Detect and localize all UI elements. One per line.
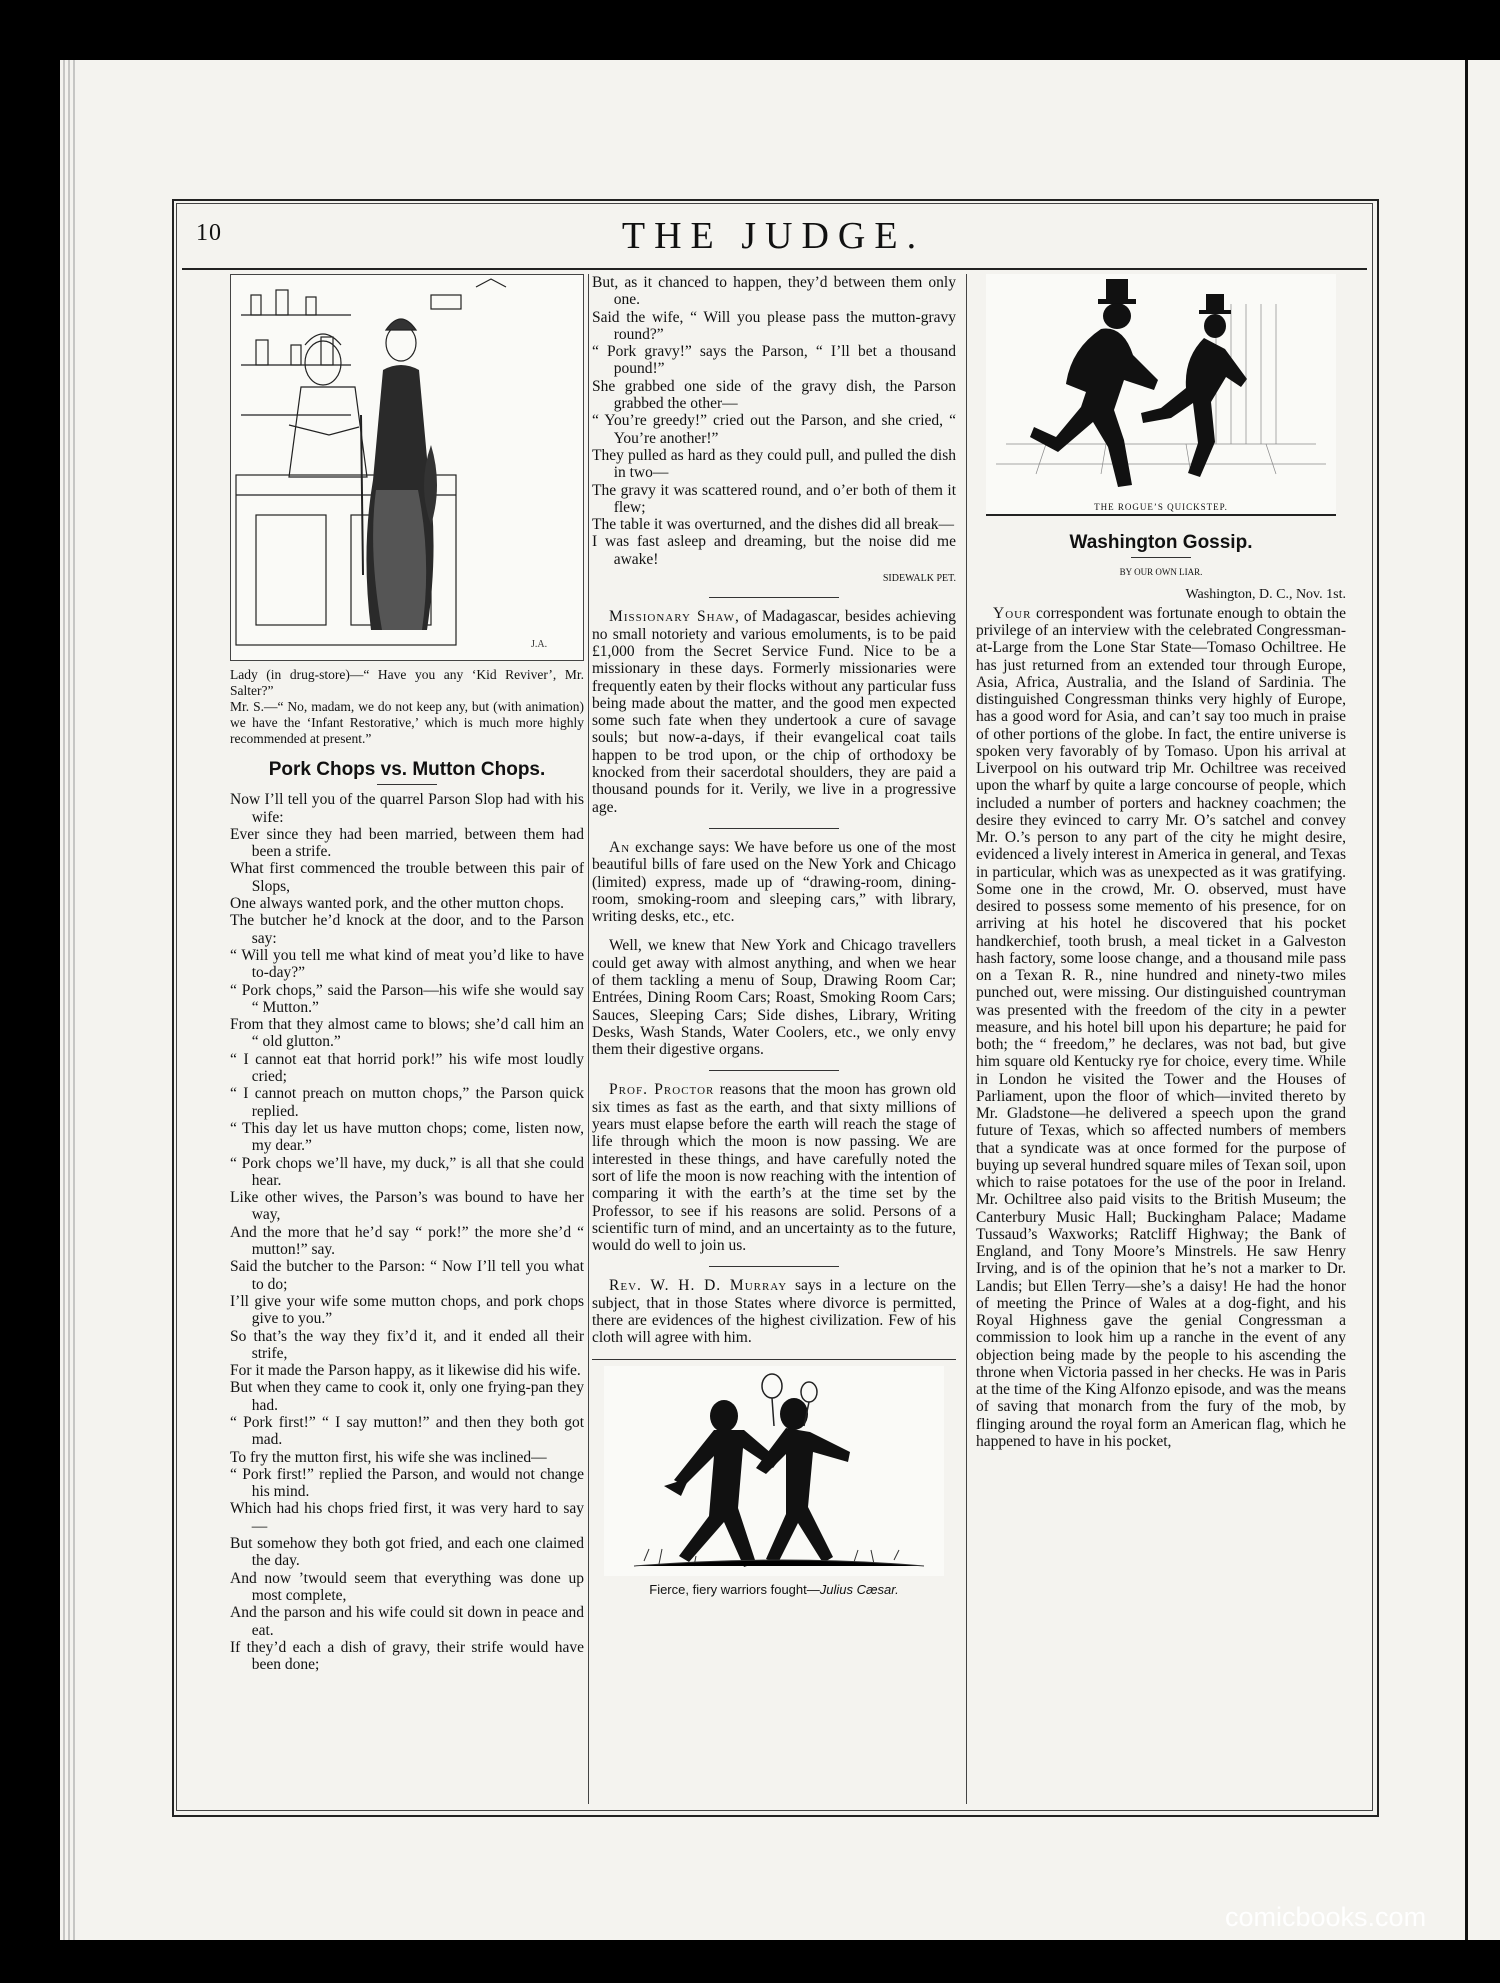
masthead-title: THE JUDGE. (621, 215, 926, 257)
rogues-cartoon (986, 274, 1336, 516)
item-proctor-text: reasons that the moon has grown old six times as fast as the earth, and that sixty millions of years must elapse before the earth will reach the stage of life through which the moon is now passing. We are interested in these things, and have carefully noted the sort of life the moon is now reaching with the intention of comparing it with the earth’s at the time set by the Professor, to see if his reasons are solid. Persons of a scientific turn of mind, and an uncertainty as to the future, would do well to join us. (592, 1081, 956, 1255)
poem-line: I’ll give your wife some mutton chops, and pork chops give to you.” (230, 1292, 584, 1328)
item-missionary (592, 608, 956, 816)
poem-line: “ This day let us have mutton chops; come, listen now, my dear.” (230, 1119, 584, 1155)
item-exchange-text: exchange says: We have before us one of the most beautiful bills of fare used on the New York and Chicago (limited) express, made up of “drawing-room, dining-room, smoking-room and sleeping cars,” with library, writing desks, etc., etc. (592, 838, 956, 926)
item-proctor (592, 1081, 956, 1254)
title-rule (1131, 557, 1191, 558)
section-rule (709, 828, 839, 829)
poem-line: But when they came to cook it, only one frying-pan they had. (230, 1379, 584, 1414)
poem-line: She grabbed one side of the gravy dish, the Parson grabbed the other— (592, 377, 956, 413)
poem-line: And now ’twould seem that everything was done up most complete, (230, 1569, 584, 1604)
poem-line: “ I cannot eat that horrid pork!” his wife most loudly cried; (230, 1050, 584, 1086)
poem-line: “ Pork first!” “ I say mutton!” and then they both got mad. (230, 1413, 584, 1449)
poem-attribution: SIDEWALK PET. (882, 573, 956, 585)
poem-continuation (592, 274, 956, 568)
header-rule (182, 268, 1367, 270)
poem-line: From that they almost came to blows; she’d call him an “ old glutton.” (230, 1016, 584, 1051)
page-number: 10 (196, 220, 222, 246)
column-divider-2 (966, 274, 967, 1804)
rogues-caption: THE ROGUE’S QUICKSTEP. (1094, 502, 1228, 512)
warriors-caption-attr: Julius Cæsar. (819, 1581, 899, 1597)
column-1 (230, 274, 584, 1673)
section-rule (709, 1266, 839, 1267)
section-rule (709, 597, 839, 598)
poem-line: Now I’ll tell you of the quarrel Parson Slop had with his wife: (230, 791, 584, 826)
item-exchange-cont: Well, we knew that New York and Chicago travellers could get away with almost anything, and when we hear of them tackling a menu of Soup, Drawing Room Car; Entrées, Dining Room Cars; Roast, Smoking Room Cars; Sauces, Sleeping Cars; Side dishes, Library, Writing Desks, Wash Stands, Water Coolers, etc., we only envy them their digestive organs. (592, 937, 956, 1059)
poem-title: Pork Chops vs. Mutton Chops. (268, 759, 546, 780)
article-paragraph (976, 605, 1346, 1450)
cartoon-caption-lady: Lady (in drug-store)—“ Have you any ‘Kid Reviver’, Mr. Salter?” (230, 667, 584, 698)
poem-line: “ Will you tell me what kind of meat you’d like to have to-day?” (230, 946, 584, 982)
poem-line: Said the butcher to the Parson: “ Now I’ll tell you what to do; (230, 1258, 584, 1293)
cartoon-caption (230, 667, 584, 747)
article-text: correspondent was fortunate enough to obtain the privilege of an interview with the celebrated Congressman-at-Large from the Lone Star State—Tomaso Ochiltree. He has just returned from an extended tour through Europe, Asia, Africa, Australia, and the Island of Sardinia. The distinguished Congressman thinks very highly of Europe, has a good word for Asia, and can’t say too much in praise of other portions of the globe. In fact, the entire universe is spoken very favorably of by Tomaso. Upon his arrival at Liverpool on his outward trip Mr. Ochiltree was received upon the wharf by quite a large concourse of people, which included a number of porters and hackney coachmen; the desire they evinced to carry Mr. O’s satchel and convey Mr. O.’s person to any part of the city he might desire, evidenced a lively interest in America in general, and Texas in particular, which was as unexpected as it was gratifying. Some one in the crowd, Mr. O. observed, must have desired to possess some memento of his presence, for on arriving at his hotel he discovered that his pocket handkerchief, tooth brush, a meal ticket in a Galveston hash factory, some loose change, and a thousand mile pass on a Texan R. R., nine hundred and ninety-two miles punched out, were missing. Our distinguished countryman was presented with the freedom of the city in a pewter measure, and his hotel bill upon his departure; he paid for both; the “ freedom,” he declares, was not bad, but give him square old Kentucky rye for choice, every time. While in London he visited the Tower and the Houses of Parliament, upon the floor of which—invited thereto by Mr. Gladstone—he delivered a speech upon the grand future of Texas, which so affected numbers of members that a syndicate was at once formed for the purpose of buying up several hundred square miles of Texan soil, upon which to raise potatoes for the use of the poor in Ireland. Mr. Ochiltree also paid visits to the British Museum; the Canterbury Music Hall; Buckingham Palace; Madame Tussaud’s Waxworks; Ratcliff Highway; the Bank of England, and Tony Moore’s Minstrels. He saw Henry Irving, and is of the opinion that he’s not a marker to Dr. Landis; but Ellen Terry—she’s a daisy! He had the honor of meeting the Prince of Wales at a dog-fight, and his Royal Highness gave the genial Congressman a commission to look him up a ranche in the event of any objection being made by the people to his ascending the throne when Victoria passed in her checks. He was in Paris at the time of the King Alfonzo episode, and was the means of saving that monarch from the fury of the mob, by flinging around the royal form an American flag, which he happened to have in his pocket, (976, 604, 1346, 1450)
facing-page-edge (1465, 60, 1500, 1940)
poem-line: What first commenced the trouble between this pair of Slops, (230, 860, 584, 895)
poem-line: So that’s the way they fix’d it, and it ended all their strife, (230, 1327, 584, 1362)
item-murray-lead: Rev. W. H. D. Murray (609, 1277, 788, 1295)
article-byline: BY OUR OWN LIAR. (1119, 567, 1203, 578)
drug-store-illustration (231, 275, 583, 660)
poem-line: The gravy it was scattered round, and o’er both of them it flew; (592, 481, 956, 516)
item-proctor-lead: Prof. Proctor (609, 1081, 715, 1099)
poem-line: And the more that he’d say “ pork!” the more she’d “ mutton!” say. (230, 1223, 584, 1259)
page-header (176, 210, 1371, 270)
title-rule (377, 784, 437, 785)
poem-line: “ Pork chops we’ll have, my duck,” is all that she could hear. (230, 1154, 584, 1189)
poem-line: And the parson and his wife could sit down in peace and eat. (230, 1604, 584, 1639)
poem-line: One always wanted pork, and the other mutton chops. (230, 895, 565, 913)
warriors-caption (592, 1582, 956, 1598)
warriors-silhouette (604, 1366, 944, 1576)
poem-line: Ever since they had been married, between them had been a strife. (230, 825, 584, 861)
poem-line: Which had his chops fried first, it was very hard to say— (230, 1500, 584, 1535)
article-body (976, 605, 1346, 1450)
poem-line: Like other wives, the Parson’s was bound to have her way, (230, 1189, 584, 1224)
poem-line: Said the wife, “ Will you please pass the mutton-gravy round?” (592, 308, 956, 343)
cartoon-caption-reply: Mr. S.—“ No, madam, we do not keep any, but (with animation) we have the ‘Infant Restorative,’ which is much more highly recommended at present.” (230, 699, 584, 746)
watermark: comicbooks.com (1225, 1902, 1427, 1932)
item-exchange (592, 839, 956, 925)
rogues-quickstep-illustration (986, 274, 1336, 499)
poem-line: “ I cannot preach on mutton chops,” the Parson quick replied. (230, 1085, 584, 1120)
poem-line: “ You’re greedy!” cried out the Parson, and she cried, “ You’re another!” (592, 412, 956, 447)
warriors-caption-text: Fierce, fiery warriors fought— (649, 1581, 820, 1597)
item-missionary-lead: Missionary Shaw (609, 608, 735, 626)
poem-line: They pulled as hard as they could pull, and pulled the dish in two— (592, 446, 956, 482)
poem-line: The table it was overturned, and the dishes did all break— (592, 516, 954, 534)
item-murray-text: says in a lecture on the subject, that in those States where divorce is permitted, there are evidences of the highest civilization. Few of his cloth will agree with him. (592, 1277, 957, 1347)
poem-line: But, as it chanced to happen, they’d between them only one. (592, 274, 956, 309)
poem-line: The butcher he’d knock at the door, and to the Parson say: (230, 912, 584, 947)
svg-text:J.A.: J.A. (531, 639, 548, 650)
poem-line: To fry the mutton first, his wife she was inclined— (230, 1448, 547, 1466)
poem-line: If they’d each a dish of gravy, their strife would have been done; (230, 1638, 584, 1674)
item-exchange-lead: An (609, 838, 631, 856)
poem-line: I was fast asleep and dreaming, but the noise did me awake! (592, 533, 956, 568)
poem-line: But somehow they both got fried, and each one claimed the day. (230, 1535, 584, 1570)
column-divider-1 (588, 274, 589, 1804)
column-3 (976, 274, 1346, 1462)
column-2 (592, 274, 956, 1598)
section-rule (709, 1070, 839, 1071)
poem-line: “ Pork chops,” said the Parson—his wife she would say “ Mutton.” (230, 981, 584, 1016)
poem-line: For it made the Parson happy, as it likewise did his wife. (230, 1362, 581, 1380)
article-title: Washington Gossip. (1069, 532, 1253, 553)
warriors-cartoon (604, 1366, 944, 1576)
poem-line: “ Pork first!” replied the Parson, and would not change his mind. (230, 1465, 584, 1501)
item-murray (592, 1277, 956, 1346)
poem-line: “ Pork gravy!” says the Parson, “ I’ll bet a thousand pound!” (592, 343, 956, 378)
item-missionary-text: , of Madagascar, besides achieving no small notoriety and various emoluments, is to be paid £1,000 from the Secret Service Fund. Nice to be a missionary in these days. Formerly missionaries were frequently eaten by their flocks without any particular fuss being made about the matter, and the good men expected some such fate when they undertook a cure of savage souls; but now-a-days, if their evangelical coat tails happen to be trod upon, or the chip of orthodoxy be knocked from their sacerdotal shoulders, they are paid a thousand pounds for it. Verily, we live in a progressive age. (592, 608, 957, 816)
article-dateline: Washington, D. C., Nov. 1st. (1185, 586, 1346, 602)
article-lead: Your (993, 604, 1032, 622)
poem-pork-chops (230, 791, 584, 1673)
drug-store-cartoon (230, 274, 584, 661)
editorial-items (592, 608, 956, 1346)
